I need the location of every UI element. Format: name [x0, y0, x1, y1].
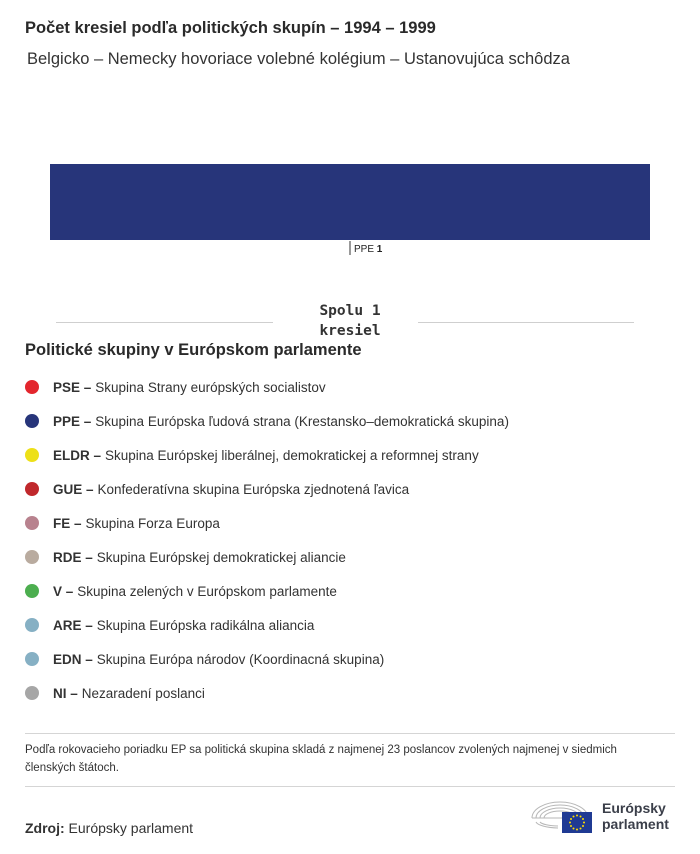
legend-item [25, 608, 509, 642]
legend-text: Skupina Európska radikálna aliancia [96, 617, 315, 633]
legend-text: Nezaradení poslanci [81, 685, 205, 701]
footnote: Podľa rokovacieho poriadku EP sa politická skupina skladá z najmenej 23 poslancov zvolených najmenej v siedmich členských štátoch. [25, 744, 617, 774]
legend-abbr: ARE – [53, 617, 93, 633]
logo-line-1: Európsky [602, 800, 666, 816]
chart-subtitle: Belgicko – Nemecky hovoriace volebné kolégium – Ustanovujúca schôdza [27, 50, 570, 68]
source-label: Zdroj: [25, 820, 65, 836]
bar-label-value: 1 [376, 244, 383, 255]
total-seats-label: Spolu 1 kresiel [319, 303, 381, 339]
legend-list [25, 370, 509, 710]
legend-dot-icon [25, 652, 39, 666]
legend-text: Skupina Forza Europa [85, 515, 220, 531]
legend-item [25, 506, 509, 540]
legend-dot-icon [25, 482, 39, 496]
logo-line-2: parlament [602, 816, 669, 832]
legend-dot-icon [25, 618, 39, 632]
legend-text: Konfederatívna skupina Európska zjednotená ľavica [97, 481, 410, 497]
legend-dot-icon [25, 380, 39, 394]
legend-text: Skupina Európska ľudová strana (Krestansko–demokratická skupina) [95, 413, 509, 429]
total-rule-right [418, 322, 634, 323]
legend-dot-icon [25, 686, 39, 700]
legend-item [25, 642, 509, 676]
source-line [25, 820, 193, 836]
divider [25, 733, 675, 734]
legend-item [25, 574, 509, 608]
legend-dot-icon [25, 448, 39, 462]
legend-text: Skupina Strany európských socialistov [95, 379, 326, 395]
legend-abbr: PPE – [53, 413, 92, 429]
ep-logo [528, 796, 678, 836]
legend-item [25, 676, 509, 710]
legend-dot-icon [25, 550, 39, 564]
legend-text: Skupina Európskej liberálnej, demokratickej a reformnej strany [105, 447, 479, 463]
legend-item [25, 370, 509, 404]
legend-text: Skupina Európa národov (Koordinacná skupina) [96, 651, 385, 667]
legend-abbr: RDE – [53, 549, 93, 565]
legend-abbr: NI – [53, 685, 78, 701]
legend-abbr: FE – [53, 515, 82, 531]
chart-title: Počet kresiel podľa politických skupín – 1994 – 1999 [25, 19, 436, 37]
legend-dot-icon [25, 414, 39, 428]
legend-text: Skupina zelených v Európskom parlamente [77, 583, 337, 599]
legend-title: Politické skupiny v Európskom parlamente [25, 341, 362, 359]
legend-item [25, 404, 509, 438]
legend-item [25, 438, 509, 472]
legend-item [25, 472, 509, 506]
divider [25, 786, 675, 787]
bar-segment-ppe [50, 164, 650, 240]
hemicycle-flag-icon [528, 796, 598, 836]
legend-abbr: V – [53, 583, 74, 599]
legend-dot-icon [25, 516, 39, 530]
legend-dot-icon [25, 584, 39, 598]
legend-abbr: PSE – [53, 379, 92, 395]
total-rule-left [56, 322, 273, 323]
seat-bar-chart [0, 150, 700, 270]
legend-abbr: ELDR – [53, 447, 102, 463]
source-value: Európsky parlament [68, 820, 194, 836]
legend-item [25, 540, 509, 574]
bar-label [354, 244, 383, 255]
legend-text: Skupina Európskej demokratickej aliancie [96, 549, 346, 565]
legend-abbr: GUE – [53, 481, 94, 497]
bar-label-group: PPE [354, 244, 377, 255]
legend-abbr: EDN – [53, 651, 93, 667]
logo-text [602, 800, 669, 832]
